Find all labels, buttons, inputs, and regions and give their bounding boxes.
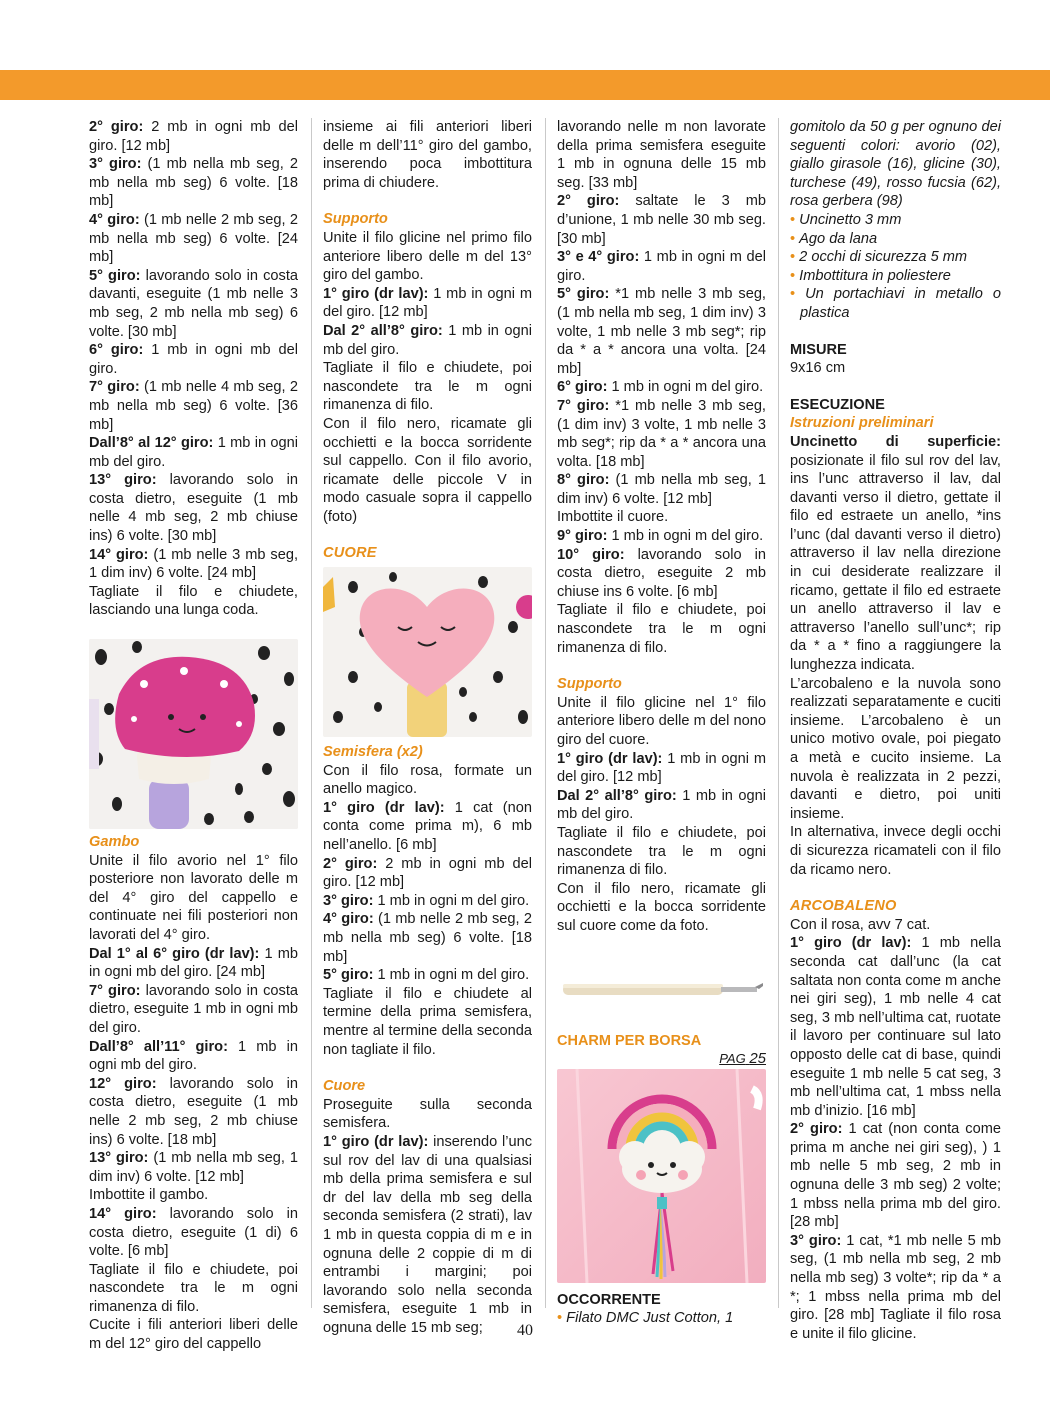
instruction-paragraph (557, 546, 766, 602)
instruction-paragraph (323, 229, 532, 285)
instruction-text: *1 mb nelle 3 mb seg, (1 mb nella mb seg, 1 dim inv) 3 volte, 1 mb nelle 3 mb seg*; rip da * a * ancora una volta. [24 mb] (557, 286, 766, 377)
instruction-text: lavorando solo in costa davanti, eseguite (1 mb nelle 3 mb seg, 2 mb nella mb seg) 6 volte. [30 mb] (89, 267, 298, 340)
instruction-label: Dal 2° all’8° giro: (323, 322, 443, 339)
instruction-text: (1 mb nelle 2 mb seg, 2 mb nella mb seg) 6 volte. [18 mb] (323, 911, 532, 965)
instruction-paragraph (790, 433, 1001, 675)
instruction-paragraph (89, 852, 298, 945)
instruction-label: 5° giro: (323, 967, 374, 984)
instruction-paragraph (557, 118, 766, 192)
gambo-heading: Gambo (89, 834, 140, 851)
instruction-paragraph (89, 1149, 298, 1186)
instruction-label: 4° giro: (89, 211, 140, 228)
instruction-label: 5° giro: (557, 286, 610, 303)
instruction-label: 13° giro: (89, 1150, 149, 1167)
instruction-label: 8° giro: (557, 472, 610, 489)
mushroom-photo (89, 639, 298, 829)
supporto-instructions (323, 229, 532, 527)
charm-photo (557, 1069, 766, 1283)
instruction-text: Unite il filo glicine nel primo filo anteriore libero delle m del 13° giro del gambo. (323, 229, 532, 284)
instruction-paragraph (557, 694, 766, 750)
instruction-paragraph (557, 750, 766, 787)
instruction-paragraph (557, 248, 766, 285)
column-divider (311, 118, 312, 1308)
instruction-paragraph (323, 1096, 532, 1133)
instruction-paragraph (557, 285, 766, 378)
occorrente-continued: gomitolo da 50 g per ognuno dei seguenti colori: avorio (02), giallo girasole (16), glicine (30), turchese (49), rosso fucsia (62), rosa gerbera (98) (790, 119, 1001, 210)
esecuzione-heading: ESECUZIONE (790, 396, 885, 413)
occorrente-item: • 2 occhi di sicurezza 5 mm (790, 249, 968, 266)
page-number: 40 (517, 1322, 533, 1339)
instruction-text: (1 mb nella mb seg, 2 mb nella mb seg) 6 volte. [18 mb] (89, 156, 299, 210)
instruction-label: 2° giro: (89, 119, 144, 135)
instruction-text: posizionate il filo sul rov del lav, ins l’unc attraverso il lav, dal davanti verso il dietro, gettate il filo ed estraete un anello, *ins l’unc (dal davanti verso il dietro) attraverso il lav nella direzione in cui desiderate realizzare il ricamo, gettate il filo ed estraete un anello attraverso il lav e attraverso l’anello sull’unc*; rip da * a * fino a raggiungere la lunghezza indicata. (790, 452, 1001, 674)
instruction-paragraph (323, 799, 532, 855)
instruction-text: 1 mb in ogni m del giro. (373, 967, 530, 984)
instruction-paragraph (323, 285, 532, 322)
instruction-label: 10° giro: (557, 546, 625, 563)
page-reference (557, 1050, 766, 1069)
instruction-label: 2° giro: (557, 193, 620, 210)
instruction-paragraph (557, 527, 766, 546)
instruction-paragraph (323, 1133, 532, 1338)
instruction-label: 4° giro: (323, 911, 374, 928)
esecuzione-instructions (790, 433, 1001, 879)
instruction-label: Dall’8° al 12° giro: (89, 435, 214, 452)
charm-section-heading: CHARM PER BORSA (557, 1032, 702, 1049)
instruction-text: 1 mb in ogni m del giro. (373, 892, 530, 909)
instruction-text: 1 mb in ogni mb del giro. (557, 787, 766, 823)
instruction-text: 1 mb in ogni m del giro. (607, 379, 764, 396)
arcobaleno-heading: ARCOBALENO (790, 898, 897, 915)
instruction-label: 1° giro (dr lav): (323, 799, 445, 816)
instruction-text: Con il filo nero, ricamate gli occhietti e la bocca sorridente sul cappello. Con il filo avorio, ricamate delle piccole V in modo casuale sopra il cappello (foto) (323, 415, 532, 525)
instruction-paragraph (89, 945, 298, 982)
instruction-label: 13° giro: (89, 472, 157, 489)
semisfera-heading: Semisfera (x2) (323, 744, 423, 761)
column-divider (778, 118, 779, 1308)
instruction-text: Tagliate il filo e chiudete al termine della prima semisfera, mentre al termine della seconda non tagliate il filo. (323, 985, 532, 1058)
instruction-text: 2 mb in ogni mb del giro. [12 mb] (89, 119, 298, 154)
instruction-paragraph (323, 762, 532, 799)
instruction-paragraph (557, 508, 766, 527)
instruction-paragraph (557, 378, 766, 397)
instruction-label: 3° giro: (790, 1232, 842, 1249)
instruction-paragraph (557, 880, 766, 936)
instruction-text: 1 mb in ogni m del giro. [12 mb] (323, 285, 532, 321)
instruction-label: 5° giro: (89, 267, 141, 284)
instruction-label: 3° giro: (89, 156, 142, 173)
crochet-hook-photo (557, 950, 766, 1010)
instruction-text: 1 mb in ogni mb del giro. (323, 322, 532, 358)
instruction-text: 1 cat (non conta come prima m anche nei giri seg), ) 1 mb nelle 5 mb seg, 2 mb in ognuna delle 3 mb seg) 2 volte; 1 mbss nella prima mb del giro. [28 mb] (790, 1121, 1001, 1231)
cuore-subheading: Cuore (323, 1078, 366, 1095)
instruction-label: Dall’8° all’11° giro: (89, 1038, 228, 1055)
instruction-paragraph (89, 155, 298, 211)
instruction-text: Cucite i fili anteriori liberi delle m del 12° giro del cappello (89, 1317, 298, 1353)
occorrente-item: • Un portachiavi in metallo o plastica (790, 286, 1001, 321)
instruction-text: Tagliate il filo e chiudete, lasciando una lunga coda. (89, 583, 298, 619)
instruction-text: 1 mb nella seconda cat dall’unc (la cat saltata non conta come m anche nei giri seg), 1 mb nelle 4 cat seg, 3 mb nell’ultima cat, ruotate il lavoro per continuare sul lato opposto delle cat di base, quindi eseguite 1 mb nelle 5 cat seg, 3 mb nell’ultima cat, 1 mbss nella mb d’inizio. [16 mb] (790, 935, 1001, 1119)
occorrente-list (790, 211, 1001, 323)
instruction-paragraph (89, 1075, 298, 1149)
col1-top-instructions (89, 118, 298, 620)
instruction-label: 6° giro: (89, 342, 144, 359)
instruction-paragraph (323, 892, 532, 911)
instruction-text: 1 mb in ogni m del giro. (607, 528, 764, 545)
instruction-paragraph (557, 601, 766, 657)
instruction-label: 7° giro: (89, 982, 141, 999)
occorrente-item: • Imbottitura in poliestere (790, 267, 951, 284)
instruction-label: 12° giro: (89, 1075, 157, 1092)
instruction-label: 6° giro: (557, 379, 608, 396)
instruction-paragraph (557, 471, 766, 508)
instruction-paragraph (557, 787, 766, 824)
instruction-text: lavorando solo in costa dietro, eseguite (1 mb nelle 2 mb seg, 2 mb chiuse ins) 6 volte. [18 mb] (89, 1075, 298, 1148)
instruction-text: Con il filo nero, ricamate gli occhietti e la bocca sorridente sul cuore come da foto. (557, 880, 766, 934)
instruction-paragraph (557, 192, 766, 248)
instruction-text: 1 mb in ogni mb del giro. (89, 435, 298, 470)
instruction-paragraph (323, 966, 532, 985)
instruction-paragraph (89, 378, 298, 434)
misure-heading: MISURE (790, 341, 847, 358)
instruction-paragraph (790, 1120, 1001, 1232)
instruction-paragraph (323, 359, 532, 415)
instruction-paragraph (89, 1261, 298, 1317)
instruction-paragraph (790, 675, 1001, 824)
pag-number: 25 (749, 1050, 766, 1068)
gambo-instructions (89, 852, 298, 1354)
instruction-text: Con il rosa, avv 7 cat. (790, 916, 931, 933)
supporto-instructions (557, 694, 766, 936)
instruction-paragraph (89, 434, 298, 471)
instruction-paragraph (89, 471, 298, 545)
instruction-text: 1 mb in ogni mb del giro. [24 mb] (89, 945, 299, 981)
instruction-paragraph (89, 118, 298, 155)
instruction-paragraph (89, 1038, 298, 1075)
column-2 (323, 118, 532, 1337)
instruction-paragraph (89, 546, 298, 583)
instruction-paragraph (89, 583, 298, 620)
instruction-text: 1 mb in ogni mb del giro. (89, 1038, 298, 1074)
instruction-text: lavorando solo in costa dietro, eseguite 2 mb chiuse ins 6 volte. [6 mb] (557, 546, 766, 600)
instruction-text: Tagliate il filo e chiudete, poi nascondete tra le m ogni rimanenza di filo. (89, 1261, 298, 1315)
instruction-label: 2° giro: (323, 855, 378, 872)
instruction-paragraph (790, 934, 1001, 1120)
instruction-text: Proseguite sulla seconda semisfera. (323, 1096, 532, 1132)
instruction-paragraph (89, 1205, 298, 1261)
supporto-heading: Supporto (323, 211, 388, 228)
instruction-text: Con il filo rosa, formate un anello magico. (323, 762, 532, 798)
instruction-text: Imbottite il cuore. (557, 509, 669, 526)
column-3 (557, 118, 766, 1328)
arcobaleno-instructions (790, 916, 1001, 1344)
instruction-paragraph (323, 910, 532, 966)
heart-photo (323, 567, 532, 737)
instruction-text: lavorando nelle m non lavorate della prima semisfera eseguite 1 mb in ognuna delle 15 mb seg. [33 mb] (557, 119, 766, 191)
instruction-label: 1° giro (dr lav): (323, 285, 429, 302)
instruction-label: 9° giro: (557, 528, 608, 545)
instruction-paragraph (89, 211, 298, 267)
cuore-section-heading: CUORE (323, 545, 377, 562)
instruction-paragraph (323, 985, 532, 1059)
occorrente-heading: OCCORRENTE (557, 1291, 661, 1308)
instruction-label: 1° giro (dr lav): (790, 935, 912, 952)
instruction-text: Imbottite il gambo. (89, 1187, 209, 1204)
instruction-paragraph (89, 267, 298, 341)
instruction-text: lavorando solo in costa dietro, eseguite (1 mb nelle 4 mb seg, 2 mb chiuse ins) 6 volte. [30 mb] (89, 472, 298, 545)
column-1 (89, 118, 298, 1354)
instruction-paragraph (89, 341, 298, 378)
instruction-text: (1 mb nella mb seg, 1 dim inv) 6 volte. [12 mb] (557, 472, 767, 507)
instruction-text: (1 mb nella mb seg, 1 dim inv) 6 volte. [12 mb] (89, 1150, 299, 1185)
cuore-instructions (323, 1096, 532, 1338)
instruction-label: Dal 2° all’8° giro: (557, 787, 677, 804)
instruction-text: lavorando solo in costa dietro, eseguite 1 mb in ogni mb del giro. (89, 982, 298, 1036)
instruction-label: 14° giro: (89, 546, 149, 563)
instruction-label: 14° giro: (89, 1205, 157, 1222)
instruction-text: lavorando solo in costa dietro, eseguite (1 di) 6 volte. [6 mb] (89, 1205, 298, 1260)
header-color-bar (0, 70, 1050, 100)
instruction-text: 1 mb in ogni m del giro. [12 mb] (557, 750, 766, 786)
instruction-paragraph (89, 982, 298, 1038)
instruction-text: (1 mb nelle 3 mb seg, 1 dim inv) 6 volte. [24 mb] (89, 546, 299, 582)
column-divider (545, 118, 546, 1308)
instruction-paragraph (323, 415, 532, 527)
occorrente-item: • Filato DMC Just Cotton, 1 (557, 1310, 734, 1327)
instruction-text: 1 mb in ogni m del giro. (557, 249, 766, 284)
instruction-text: inserendo l’unc sul rov del lav di una qualsiasi mb della prima semisfera e sul dr del lav della mb seg della seconda semisfera (2 strati), lav 1 mb in questa coppia di m e in ognuna delle 2 coppie di m di entrambi i margini; poi lavorando solo nella seconda semisfera, eseguite 1 mb in ognuna delle 15 mb seg; (323, 1133, 532, 1336)
instruction-label: 7° giro: (557, 397, 610, 414)
instruction-text: 1 cat, *1 mb nelle 5 mb seg, (1 mb nella mb seg, 2 mb nella mb seg) 3 volte*; rip da * a *; 1 mbss nella prima mb del giro. [28 mb] Tagliate il filo rosa e unite il filo glicine. (790, 1232, 1001, 1342)
semisfera-instructions (323, 762, 532, 1060)
col3-instructions (557, 118, 766, 657)
instruction-text: Unite il filo avorio nel 1° filo posteriore non lavorato delle m del 4° giro del cappello e continuate nei fili posteriori non lavorati del 4° giro. (89, 852, 298, 943)
pag-label: PAG (719, 1051, 746, 1067)
occorrente-item: • Uncinetto 3 mm (790, 211, 902, 228)
instruction-text: saltate le 3 mb d’unione, 1 mb nelle 30 mb seg. [30 mb] (557, 193, 766, 247)
instruction-text: Tagliate il filo e chiudete, poi nascondete tra le m ogni rimanenza di filo. (323, 360, 532, 414)
istruzioni-heading: Istruzioni preliminari (790, 415, 934, 432)
column-4 (790, 118, 1001, 1343)
instruction-paragraph (557, 824, 766, 880)
instruction-text: (1 mb nelle 2 mb seg, 2 mb nella mb seg) 6 volte. [24 mb] (89, 211, 298, 266)
instruction-label: 3° e 4° giro: (557, 249, 640, 266)
instruction-text: In alternativa, invece degli occhi di sicurezza ricamateli con il filo da ricamo nero. (790, 824, 1001, 878)
misure-value: 9x16 cm (790, 360, 846, 377)
instruction-text: 2 mb in ogni mb del giro. [12 mb] (323, 855, 532, 891)
instruction-label: 3° giro: (323, 892, 374, 909)
occorrente-first-text: Filato DMC Just Cotton, 1 (566, 1310, 734, 1327)
instruction-label: 2° giro: (790, 1121, 843, 1138)
instruction-label: 7° giro: (89, 379, 140, 396)
instruction-text: Tagliate il filo e chiudete, poi nascondete tra le m ogni rimanenza di filo. (557, 602, 766, 656)
instruction-label: 1° giro (dr lav): (557, 750, 663, 767)
instruction-text: Tagliate il filo e chiudete, poi nascondete tra le m ogni rimanenza di filo. (557, 824, 766, 879)
instruction-label: Dal 1° al 6° giro (dr lav): (89, 945, 260, 962)
instruction-label: 1° giro (dr lav): (323, 1133, 429, 1150)
instruction-paragraph (323, 855, 532, 892)
occorrente-item: • Ago da lana (790, 230, 878, 247)
col2-intro-text: insieme ai fili anteriori liberi delle m dell’11° giro del gambo, inserendo poca imbottitura prima di chiudere. (323, 119, 532, 191)
instruction-text: (1 mb nelle 4 mb seg, 2 mb nella mb seg) 6 volte. [36 mb] (89, 379, 298, 433)
instruction-paragraph (323, 322, 532, 359)
instruction-text: L’arcobaleno e la nuvola sono realizzati separatamente e cuciti insieme. L’arcobaleno è un unico motivo ovale, poi piegato a metà e cucito insieme. La nuvola è realizzata in 2 pezzi, davanti e dietro, poi uniti insieme. (790, 675, 1001, 822)
instruction-text: 1 mb in ogni mb del giro. (89, 342, 298, 377)
instruction-text: Unite il filo glicine nel 1° filo anteriore libero delle m del nono giro del cuore. (557, 694, 766, 748)
instruction-text: *1 mb nelle 3 mb seg, (1 dim inv) 3 volte, 1 mb nelle 3 mb seg*; rip da * a * ancora una volta. [18 mb] (557, 397, 766, 470)
instruction-text: 1 cat (non conta come prima m), 6 mb nell’anello. [6 mb] (323, 799, 532, 854)
instruction-paragraph (790, 823, 1001, 879)
instruction-paragraph (89, 1186, 298, 1205)
instruction-paragraph (790, 916, 1001, 935)
instruction-paragraph (557, 397, 766, 471)
instruction-label: Uncinetto di superficie: (790, 433, 1001, 450)
supporto-heading: Supporto (557, 676, 622, 693)
